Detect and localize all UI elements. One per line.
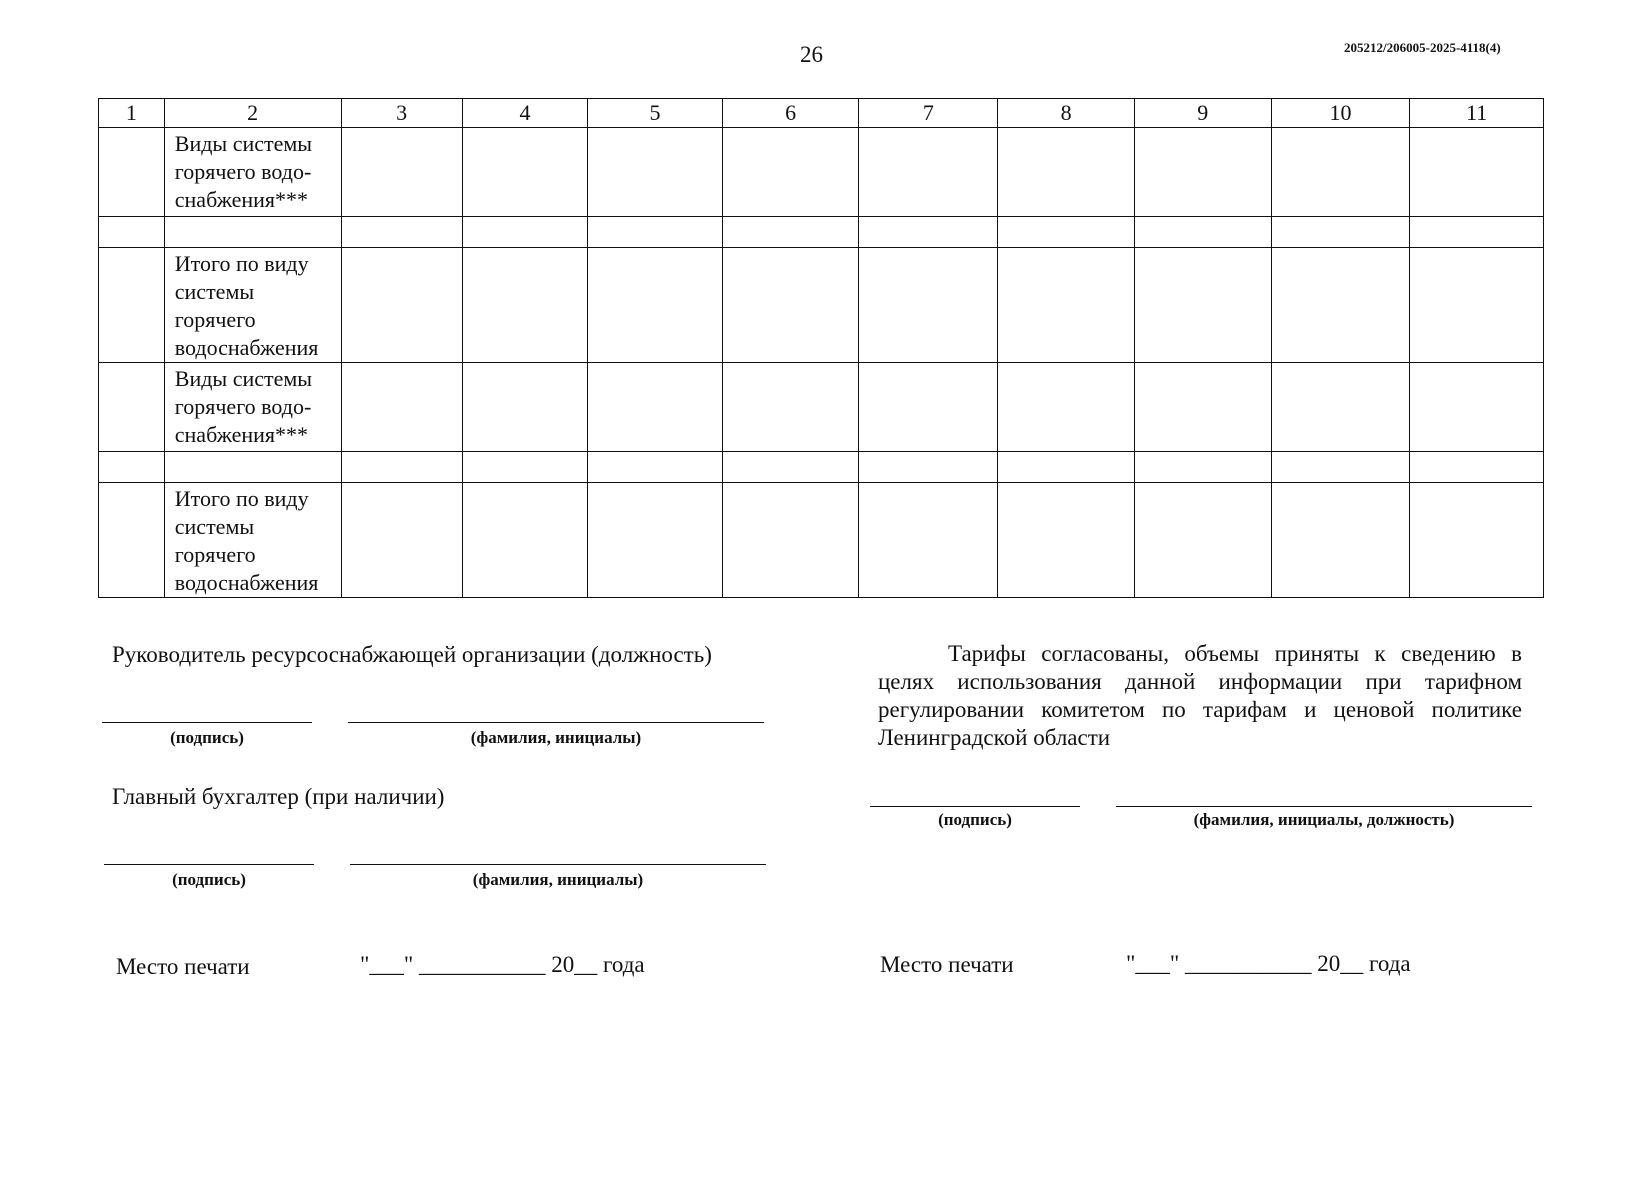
- table-cell: [1271, 363, 1410, 452]
- table-cell: [462, 128, 587, 217]
- document-code: 205212/206005-2025-4118(4): [1344, 40, 1501, 55]
- table-cell: [341, 363, 462, 452]
- column-header: 5: [588, 99, 723, 128]
- approver-signature-line: [870, 806, 1080, 807]
- table-cell: [1271, 452, 1410, 483]
- table-cell: [462, 217, 587, 248]
- table-cell: [99, 248, 165, 363]
- head-signature-line: [102, 722, 312, 723]
- table-cell: [998, 363, 1135, 452]
- left-date-field: "___" ___________ 20__ года: [360, 952, 645, 977]
- table-cell: [1134, 248, 1271, 363]
- table-cell: [588, 363, 723, 452]
- table-cell: [1410, 217, 1544, 248]
- table-cell: [859, 128, 998, 217]
- table-cell: [99, 128, 165, 217]
- right-date-field: "___" ___________ 20__ года: [1126, 951, 1411, 976]
- table-cell: [859, 483, 998, 598]
- row-label: [164, 452, 341, 483]
- column-header: 10: [1271, 99, 1410, 128]
- table-cell: [1410, 248, 1544, 363]
- table-cell: [1410, 452, 1544, 483]
- table-cell: [588, 248, 723, 363]
- table-cell: [462, 483, 587, 598]
- row-label: Виды системы горячего водо-снабжения***: [164, 128, 341, 217]
- table-cell: [722, 217, 859, 248]
- table-cell: [998, 248, 1135, 363]
- table-header-row: [99, 99, 1544, 128]
- table-cell: [722, 483, 859, 598]
- table-row: [99, 452, 1544, 483]
- table-cell: [99, 483, 165, 598]
- table-cell: [1134, 452, 1271, 483]
- agreement-text: Тарифы согласованы, объемы приняты к сведению в целях использования данной информации при тарифном регулировании комитетом по тарифам и ценовой политике Ленинградской области: [878, 641, 1522, 750]
- column-header: 7: [859, 99, 998, 128]
- column-header: 4: [462, 99, 587, 128]
- table-cell: [1271, 217, 1410, 248]
- row-label: Итого по виду системы горячего водоснабжения: [164, 248, 341, 363]
- row-label: Виды системы горячего водо-снабжения***: [164, 363, 341, 452]
- table-row: [99, 217, 1544, 248]
- table-cell: [859, 452, 998, 483]
- table-cell: [588, 128, 723, 217]
- column-header: 6: [722, 99, 859, 128]
- table-cell: [462, 363, 587, 452]
- table-row: [99, 248, 1544, 363]
- row-label: [164, 217, 341, 248]
- table-cell: [1134, 483, 1271, 598]
- table-cell: [1271, 483, 1410, 598]
- approver-name-caption: (фамилия, инициалы, должность): [1193, 810, 1455, 829]
- table-cell: [1271, 248, 1410, 363]
- table-cell: [998, 483, 1135, 598]
- table-cell: [722, 248, 859, 363]
- table-cell: [1134, 128, 1271, 217]
- head-name-line: [348, 722, 764, 723]
- column-header: 9: [1134, 99, 1271, 128]
- accountant-title: Главный бухгалтер (при наличии): [112, 784, 445, 809]
- table-cell: [859, 363, 998, 452]
- accountant-name-caption: (фамилия, инициалы): [472, 870, 644, 889]
- column-header: 1: [99, 99, 165, 128]
- table-row: [99, 128, 1544, 217]
- head-name-caption: (фамилия, инициалы): [470, 728, 642, 747]
- table-cell: [722, 363, 859, 452]
- table-cell: [1410, 363, 1544, 452]
- column-header: 8: [998, 99, 1135, 128]
- table-cell: [99, 452, 165, 483]
- accountant-signature-line: [104, 864, 314, 865]
- table-cell: [859, 217, 998, 248]
- table-cell: [588, 483, 723, 598]
- table-cell: [998, 128, 1135, 217]
- column-header: 3: [341, 99, 462, 128]
- table-cell: [341, 483, 462, 598]
- accountant-name-line: [350, 864, 766, 865]
- table-cell: [588, 217, 723, 248]
- table-cell: [588, 452, 723, 483]
- table-cell: [99, 217, 165, 248]
- table-row: [99, 483, 1544, 598]
- table-cell: [722, 452, 859, 483]
- approver-sign-caption: (подпись): [938, 810, 1012, 829]
- head-sign-caption: (подпись): [170, 728, 244, 747]
- approver-name-line: [1116, 806, 1532, 807]
- table-cell: [99, 363, 165, 452]
- table-cell: [341, 452, 462, 483]
- table-cell: [722, 128, 859, 217]
- accountant-sign-caption: (подпись): [172, 870, 246, 889]
- table-cell: [1271, 128, 1410, 217]
- table-cell: [998, 217, 1135, 248]
- page-number: 26: [800, 42, 823, 67]
- table-cell: [1134, 363, 1271, 452]
- table-cell: [462, 452, 587, 483]
- table-cell: [859, 248, 998, 363]
- table-cell: [1410, 483, 1544, 598]
- table-row: [99, 363, 1544, 452]
- table-cell: [341, 128, 462, 217]
- head-title: Руководитель ресурсоснабжающей организации (должность): [112, 642, 712, 667]
- table-cell: [1134, 217, 1271, 248]
- table-cell: [1410, 128, 1544, 217]
- row-label: Итого по виду системы горячего водоснабжения: [164, 483, 341, 598]
- data-table: [98, 98, 1544, 598]
- table-cell: [341, 248, 462, 363]
- left-stamp-label: Место печати: [116, 954, 250, 979]
- table-cell: [341, 217, 462, 248]
- right-stamp-label: Место печати: [880, 952, 1014, 977]
- column-header: 11: [1410, 99, 1544, 128]
- column-header: 2: [164, 99, 341, 128]
- table-cell: [462, 248, 587, 363]
- table-cell: [998, 452, 1135, 483]
